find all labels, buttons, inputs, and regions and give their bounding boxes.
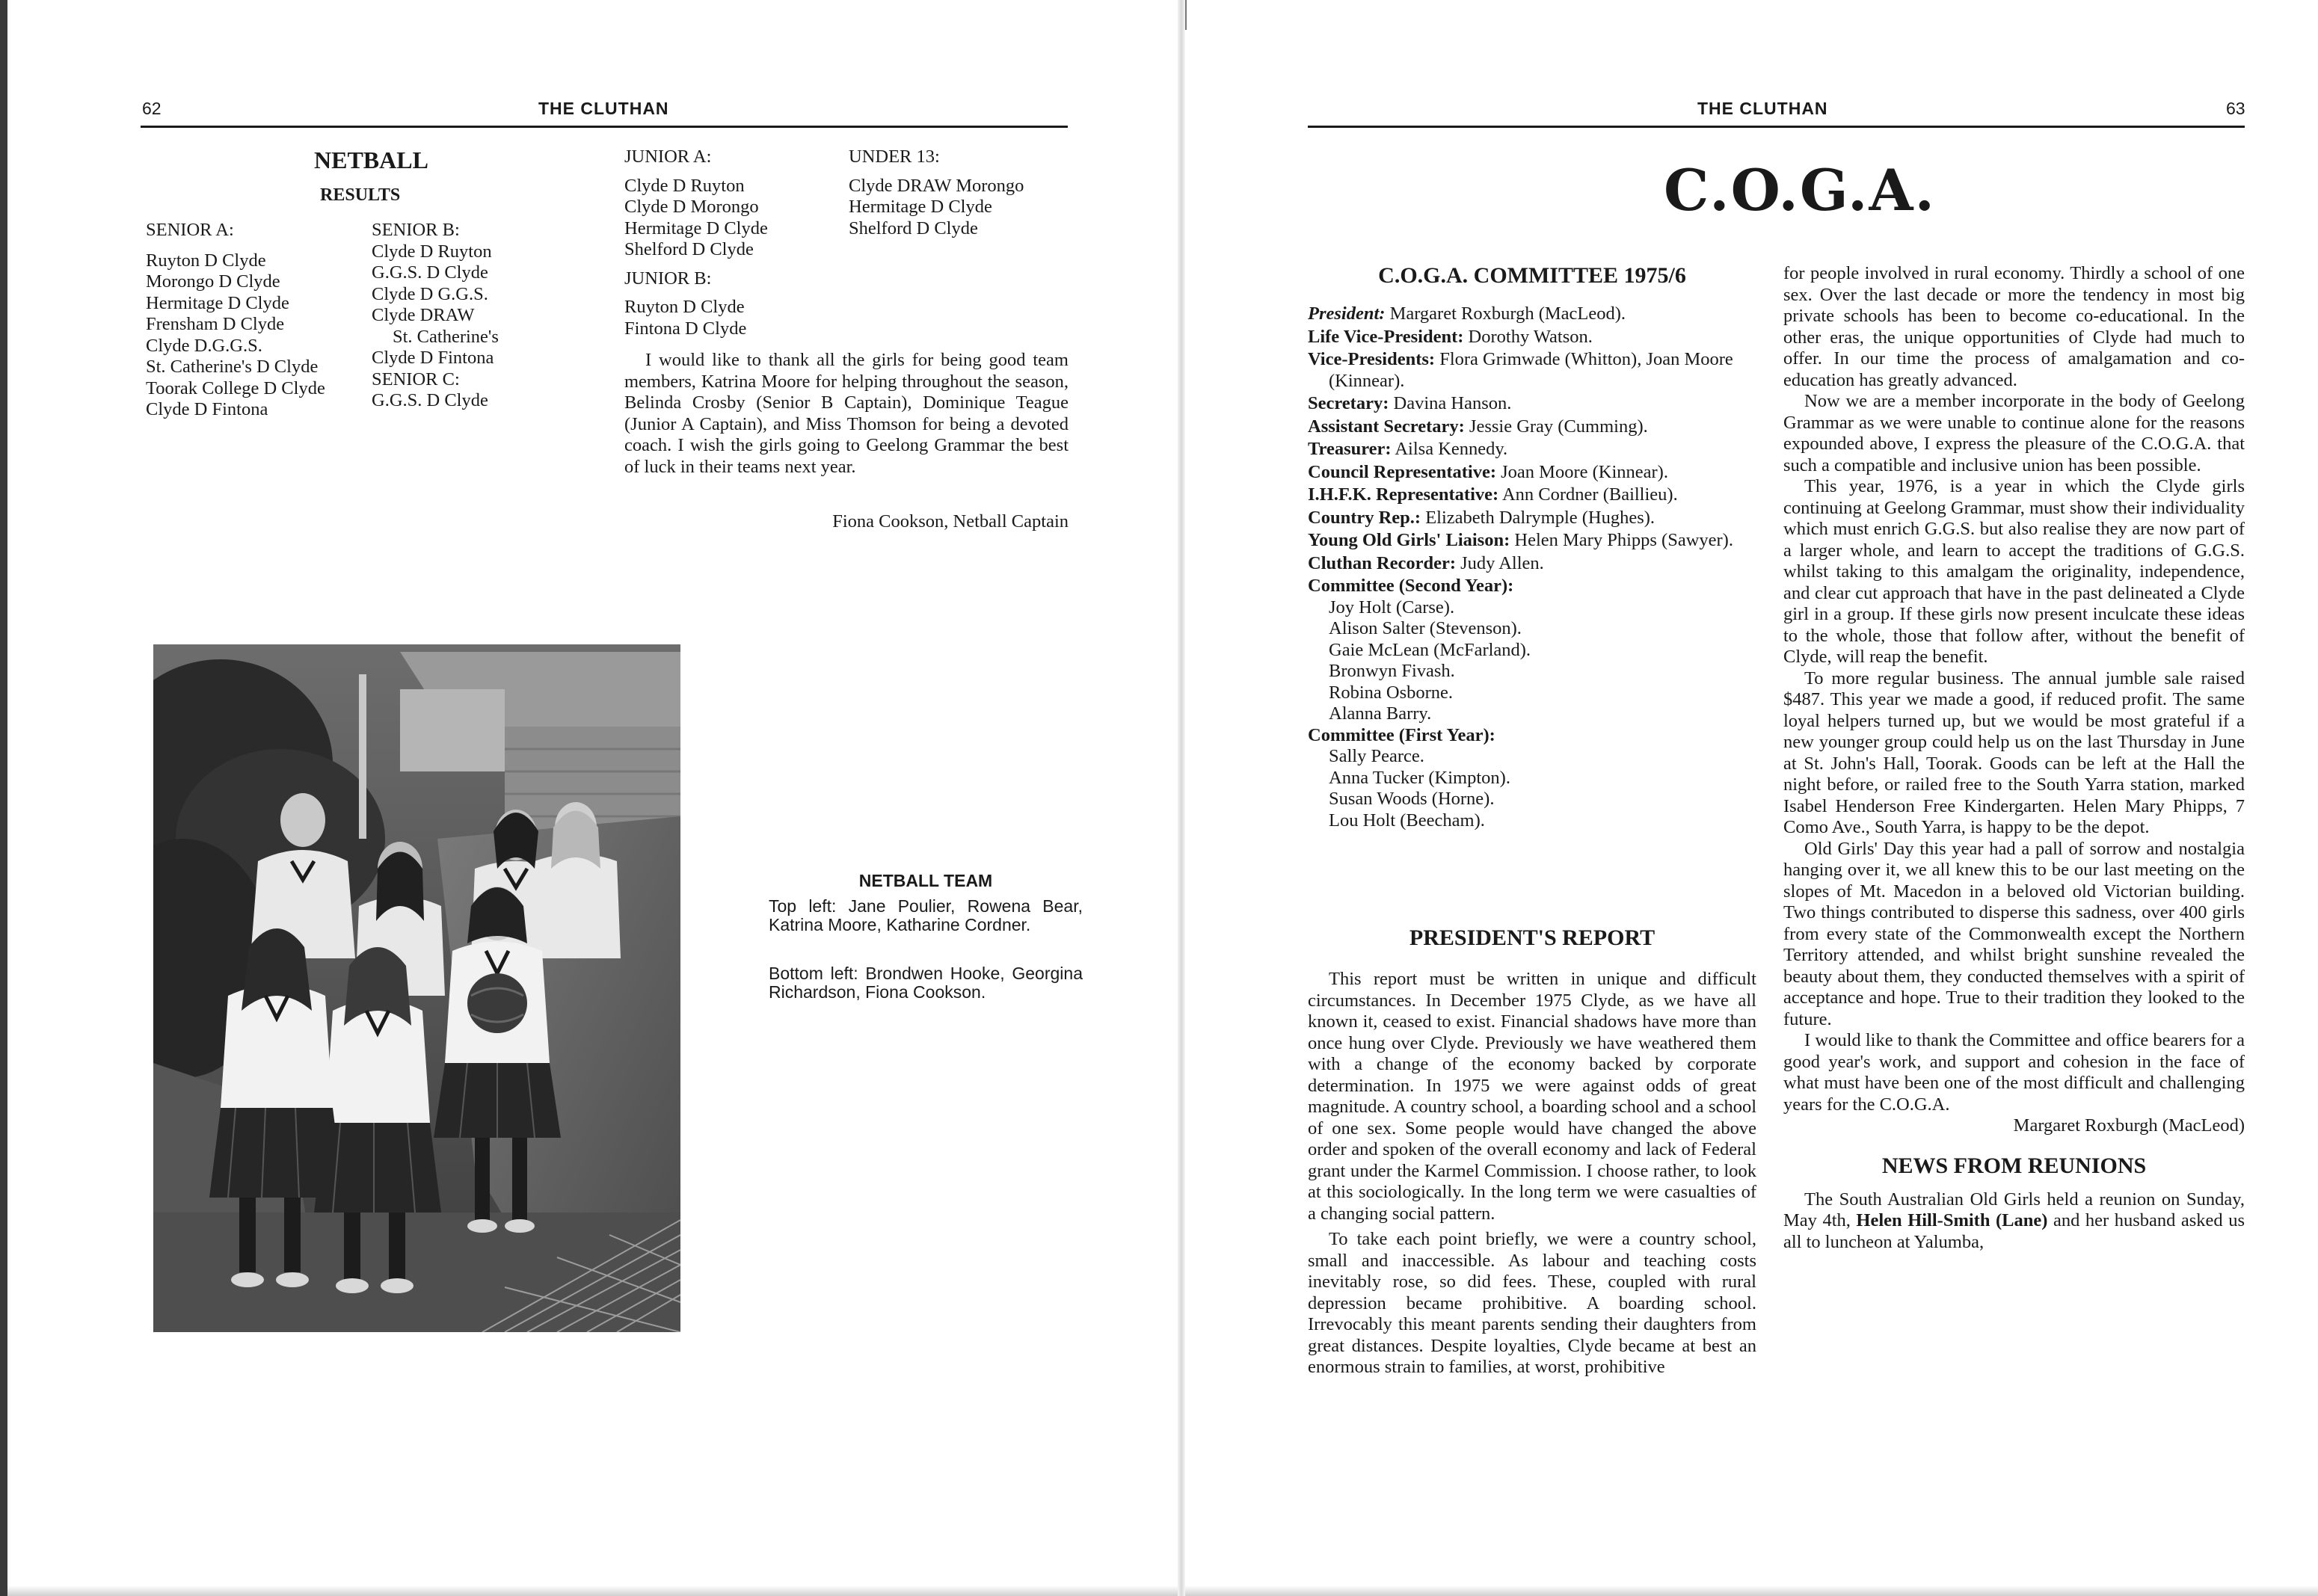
result-line: Clyde D Morongo [624, 197, 759, 217]
result-line: St. Catherine's D Clyde [146, 357, 319, 377]
page-number-left: 62 [142, 99, 162, 118]
result-line: Frensham D Clyde [146, 314, 285, 334]
result-line: Clyde D Ruyton [372, 241, 492, 262]
committee-second-heading: Committee (Second Year): [1308, 576, 1514, 596]
report-column-1 [1308, 925, 1756, 1378]
committee-member: Joy Holt (Carse). [1329, 597, 1455, 617]
report-signature: Margaret Roxburgh (MacLeod) [2013, 1115, 2245, 1136]
junior-b-heading: JUNIOR B: [624, 268, 712, 289]
result-line: Clyde D Fintona [146, 399, 268, 419]
committee-first-heading: Committee (First Year): [1308, 724, 1495, 745]
officer-line: Secretary: Davina Hanson. [1308, 393, 1512, 413]
officer-line: Vice-Presidents: Flora Grimwade (Whitton), Joan Moore (Kinnear). [1308, 349, 1733, 391]
officer-line: Council Representative: Joan Moore (Kinnear). [1308, 461, 1668, 482]
result-line: Shelford D Clyde [849, 218, 978, 238]
report-heading: PRESIDENT'S REPORT [1409, 925, 1656, 950]
coga-masthead: C.O.G.A. [1664, 157, 1936, 224]
result-line: G.G.S. D Clyde [372, 390, 488, 410]
committee-column [1308, 263, 1756, 831]
result-line: Clyde DRAW [372, 305, 475, 325]
senior-a-heading: SENIOR A: [146, 220, 234, 240]
committee-member: Lou Holt (Beecham). [1329, 810, 1485, 831]
right-page [1185, 0, 2318, 1596]
report-paragraph: To more regular business. The annual jumble sale raised $487. This year we made a good, if reduced profit. The same loyal helpers turned up, but we would be most grateful if a new younger group could help us on the last Thursday in June at St. John's Hall, Toorak. Goods can be left at the Hall the night before, or railed free to the South Yarra station, marked Isabel Henderson Free Kindergarten. Helen Mary Phipps, 7 Como Ave., South Yarra, is happy to be the depot. [1783, 668, 2245, 837]
results-heading: RESULTS [320, 185, 401, 205]
result-line: Clyde D.G.G.S. [146, 335, 262, 356]
news-heading: NEWS FROM REUNIONS [1881, 1153, 2147, 1178]
result-line: Clyde DRAW Morongo [849, 175, 1024, 196]
officer-line: Life Vice-President: Dorothy Watson. [1308, 326, 1593, 347]
officer-line: Young Old Girls' Liaison: Helen Mary Phipps (Sawyer). [1308, 530, 1733, 550]
committee-member: Bronwyn Fivash. [1329, 661, 1455, 681]
team-caption-title: NETBALL TEAM [858, 871, 993, 890]
report-paragraph: for people involved in rural economy. Thirdly a school of one sex. Over the last decade or more the tendency in most big private schools has been to become co-educational. In the other eras, the unique opportunities of Clyde had much to offer. In our time the process of amalgamation and co-education has greatly advanced. [1783, 263, 2245, 390]
result-line: Toorak College D Clyde [146, 378, 325, 398]
team-caption-top: Top left: Jane Poulier, Rowena Bear, Katrina Moore, Katharine Cordner. [769, 896, 1083, 934]
netball-signature: Fiona Cookson, Netball Captain [832, 511, 1069, 532]
under-13-heading: UNDER 13: [849, 147, 940, 167]
result-line: Fintona D Clyde [624, 318, 747, 339]
result-line: Ruyton D Clyde [146, 250, 266, 271]
page-edge-shadow [1185, 1586, 2318, 1596]
result-line: Ruyton D Clyde [624, 297, 745, 317]
officer-line: Assistant Secretary: Jessie Gray (Cumming). [1308, 416, 1648, 437]
report-paragraph: This report must be written in unique and difficult circumstances. In December 1975 Clyde, as we have all known it, ceased to exist. Financial shadows have more than once hung over Clyde. Previously we have weathered them with a change of the economy backed by corporate determination. In 1975 we were against odds of great magnitude. A country school, a boarding school and a school of one sex. Some people would have changed the above order and spoken of the overall economy and lack of Federal grant under the Karmel Commission. I choose rather, to look at this sociologically. In the long term we were casualties of a changing social pattern. [1308, 969, 1756, 1224]
result-line: Morongo D Clyde [146, 271, 280, 292]
report-column-2 [1783, 263, 2245, 1253]
officer-line: Treasurer: Ailsa Kennedy. [1308, 439, 1508, 459]
junior-block [624, 147, 768, 339]
officer-line: I.H.F.K. Representative: Ann Cordner (Baillieu). [1308, 484, 1678, 505]
officer-line: Country Rep.: Elizabeth Dalrymple (Hughes). [1308, 507, 1656, 528]
result-line: St. Catherine's [393, 326, 499, 347]
senior-a-block [146, 220, 325, 421]
report-paragraph: Old Girls' Day this year had a pall of sorrow and nostalgia hanging over it, we all knew this to be our last meeting on the slopes of Mt. Macedon in a beloved old Victorian building. Two things contributed to disperse this sadness, over 400 girls from every state of the Commonwealth except the Northern Territory attended, and whilst bright sunshine revealed the beauty about them, they conducted themselves with a spirit of acceptance and hope. True to their tradition they looked to the future. [1783, 838, 2245, 1029]
crop-mark [1185, 0, 1187, 30]
result-line: Clyde D Fintona [372, 348, 494, 368]
result-line: G.G.S. D Clyde [372, 262, 488, 283]
senior-b-heading: SENIOR B: [372, 220, 460, 240]
committee-member: Robina Osborne. [1329, 682, 1454, 703]
junior-a-heading: JUNIOR A: [624, 147, 712, 167]
committee-member: Sally Pearce. [1329, 746, 1424, 766]
report-paragraph: Now we are a member incorporate in the body of Geelong Grammar as we were unable to continue alone for the reasons expounded above, I express the pleasure of the C.O.G.A. that such a compatible and inclusive union has been possible. [1783, 391, 2245, 475]
news-paragraph: The South Australian Old Girls held a reunion on Sunday, May 4th, Helen Hill-Smith (Lane) and her husband asked us all to luncheon at Yalumba, [1783, 1189, 2245, 1252]
result-line: Hermitage D Clyde [624, 218, 768, 238]
committee-member: Alanna Barry. [1329, 703, 1432, 724]
report-paragraph: To take each point briefly, we were a country school, small and inaccessible. As labour and teaching costs inevitably rose, so did fees. These, coupled with rural depression became prohibitive. A boarding school. Irrevocably this meant parents sending their daughters from great distances. Despite loyalties, Clyde became at best an enormous strain to families, at worst, prohibitive [1308, 1229, 1756, 1377]
result-line: Hermitage D Clyde [146, 292, 289, 313]
result-line: Shelford D Clyde [624, 239, 754, 259]
page-edge-shadow [7, 1586, 1185, 1596]
under-13-block [849, 147, 1024, 239]
book-spine [1178, 0, 1185, 1596]
committee-heading: C.O.G.A. COMMITTEE 1975/6 [1378, 263, 1686, 288]
result-line: Hermitage D Clyde [849, 197, 992, 217]
committee-member: Gaie McLean (McFarland). [1329, 639, 1531, 660]
senior-b-block [372, 220, 499, 412]
team-photo-illustration [153, 644, 680, 1332]
team-caption-bottom: Bottom left: Brondwen Hooke, Georgina Richardson, Fiona Cookson. [769, 964, 1083, 1002]
running-title-right: THE CLUTHAN [1697, 99, 1828, 118]
netball-team-photo [153, 644, 680, 1332]
netball-thanks-paragraph: I would like to thank all the girls for being good team members, Katrina Moore for helping throughout the season, Belinda Crosby (Senior B Captain), Dominique Teague (Junior A Captain), and Miss Thomson for being a devoted coach. I wish the girls going to Geelong Grammar the best of luck in their teams next year. [624, 350, 1069, 477]
senior-c-heading: SENIOR C: [372, 369, 460, 389]
running-title-left: THE CLUTHAN [538, 99, 669, 118]
header-rule-right [1308, 126, 2245, 128]
committee-member: Alison Salter (Stevenson). [1329, 618, 1522, 638]
officer-line: President: Margaret Roxburgh (MacLeod). [1308, 304, 1626, 324]
committee-member: Anna Tucker (Kimpton). [1329, 767, 1510, 788]
page-number-right: 63 [2226, 99, 2245, 118]
header-rule-left [141, 126, 1068, 128]
report-paragraph: I would like to thank the Committee and office bearers for a good year's work, and support and cohesion in the face of what must have been one of the most difficult and challenging years for the C.O.G.A. [1783, 1030, 2245, 1115]
report-paragraph: This year, 1976, is a year in which the Clyde girls continuing at Geelong Grammar, must show their individuality which must enrich G.G.S. but also realise they are now part of a larger whole, and learn to accept the traditions of G.G.S. whilst taking to this amalgam the originality, independence, and clear cut approach that have in the past delineated a Clyde girl in a group. If these girls now present inculcate these ideas to the whole, those that follow after, without the benefit of Clyde, will reap the benefit. [1783, 476, 2245, 667]
result-line: Clyde D G.G.S. [372, 283, 488, 304]
result-line: Clyde D Ruyton [624, 175, 745, 196]
netball-heading: NETBALL [314, 147, 428, 173]
committee-member: Susan Woods (Horne). [1329, 789, 1495, 809]
officer-line: Cluthan Recorder: Judy Allen. [1308, 552, 1544, 573]
